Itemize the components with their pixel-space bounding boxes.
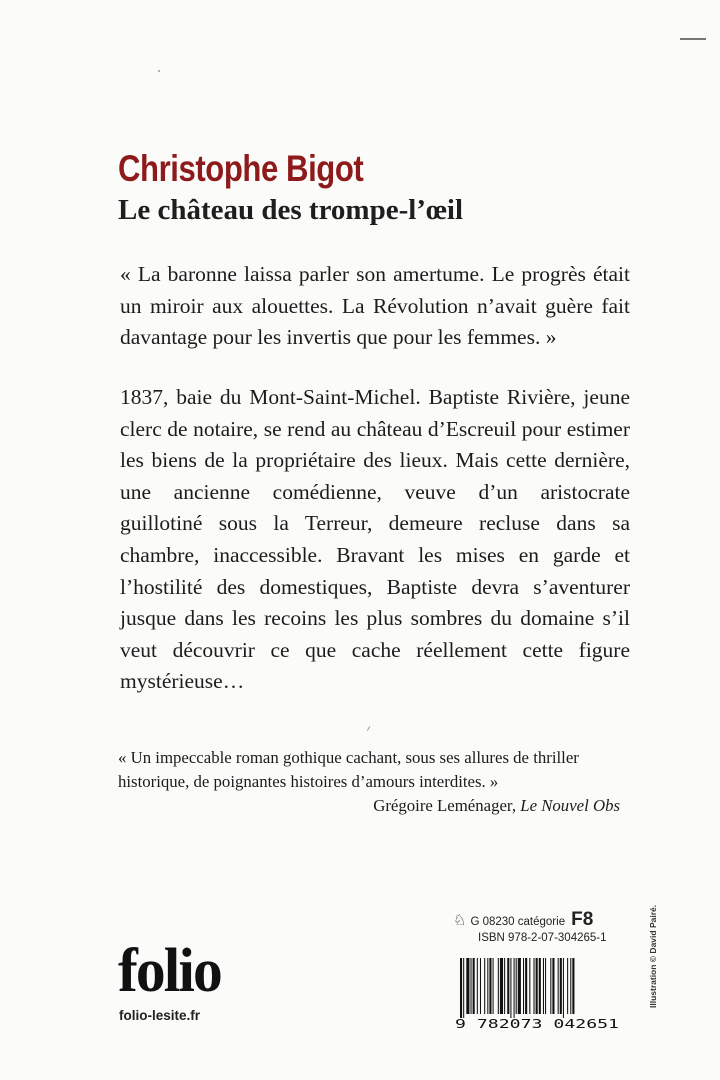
barcode-bar: [484, 958, 485, 1014]
barcode: [452, 958, 622, 1030]
barcode-bar: [572, 958, 574, 1014]
barcode-bar: [570, 958, 571, 1014]
barcode-bar: [489, 958, 491, 1014]
publication-name: Le Nouvel Obs: [520, 796, 620, 815]
barcode-bar: [504, 958, 505, 1014]
print-speck: [158, 70, 160, 72]
review-attribution: [373, 794, 620, 818]
catalog-code: G 08230: [470, 916, 515, 928]
book-title: Le château des trompe-l’œil: [118, 194, 463, 226]
barcode-bar: [534, 958, 535, 1014]
reviewer-name: Grégoire Leménager,: [373, 796, 517, 815]
print-speck: [367, 726, 370, 731]
barcode-bar: [518, 958, 521, 1014]
press-review-quote: « Un impeccable roman gothique cachant, sous ses allures de thriller historique, de poignantes histoires d’amours interdites. »: [118, 748, 579, 791]
barcode-bar: [525, 958, 527, 1014]
barcode-bar: [473, 958, 475, 1014]
barcode-bar: [487, 958, 488, 1014]
isbn-number: ISBN 978-2-07-304265-1: [478, 932, 607, 944]
barcode-bar: [536, 958, 538, 1014]
author-name: Christophe Bigot: [118, 148, 364, 189]
barcode-bar: [463, 958, 464, 1018]
barcode-bar: [460, 958, 462, 1018]
excerpt-quote: « La baronne laissa parler son amertume. Le progrès était un miroir aux alouettes. La Révolution n’avait guère fait davantage pour les invertis que pour les femmes. »: [120, 262, 630, 350]
barcode-bar: [523, 958, 524, 1014]
barcode-bar: [545, 958, 546, 1014]
barcode-bar: [558, 958, 559, 1014]
barcode-digits: 9 782073 042651: [455, 1017, 619, 1030]
barcode-bar: [493, 958, 494, 1014]
catalog-code-line: [453, 909, 593, 931]
barcode-bar: [466, 958, 469, 1014]
barcode-bar: [500, 958, 503, 1014]
illustration-credit: Illustration © David Pairé.: [648, 904, 658, 1008]
barcode-bar: [543, 958, 544, 1014]
barcode-bar: [529, 958, 530, 1014]
barcode-bar: [477, 958, 478, 1014]
barcode-bar: [560, 958, 562, 1014]
barcode-bar: [480, 958, 481, 1014]
barcode-bar: [563, 958, 564, 1018]
category-label: catégorie: [517, 916, 566, 928]
barcode-bar: [507, 958, 509, 1014]
barcode-bar: [567, 958, 568, 1014]
category-code: F8: [571, 909, 594, 930]
barcode-bar: [510, 958, 511, 1018]
cover-edge-mark: [680, 38, 706, 40]
barcode-bar: [498, 958, 499, 1014]
barcode-bar: [471, 958, 472, 1014]
barcode-bar: [539, 958, 541, 1014]
barcode-bars: [460, 958, 574, 1018]
publisher-website: folio-lesite.fr: [119, 1008, 201, 1023]
back-cover-summary: 1837, baie du Mont-Saint-Michel. Baptiste Rivière, jeune clerc de notaire, se rend au château d’Escreuil pour estimer les biens de la propriétaire des lieux. Mais cette dernière, une ancienne comédienne, veuve d’un aristocrate guillotiné sous la Terreur, demeure recluse dans sa chambre, inaccessible. Bravant les mises en garde et l’hostilité des domestiques, Baptiste devra s’aventurer jusque dans les recoins les plus sombres du domaine s’il veut découvrir ce que cache réellement cette figure mystérieuse…: [120, 385, 630, 694]
barcode-bar: [514, 958, 515, 1018]
barcode-bar: [550, 958, 551, 1014]
folio-logo: folio: [118, 937, 221, 1005]
barcode-bar: [552, 958, 554, 1014]
gallimard-emblem-icon: ♘: [453, 911, 467, 929]
barcode-bar: [516, 958, 517, 1014]
